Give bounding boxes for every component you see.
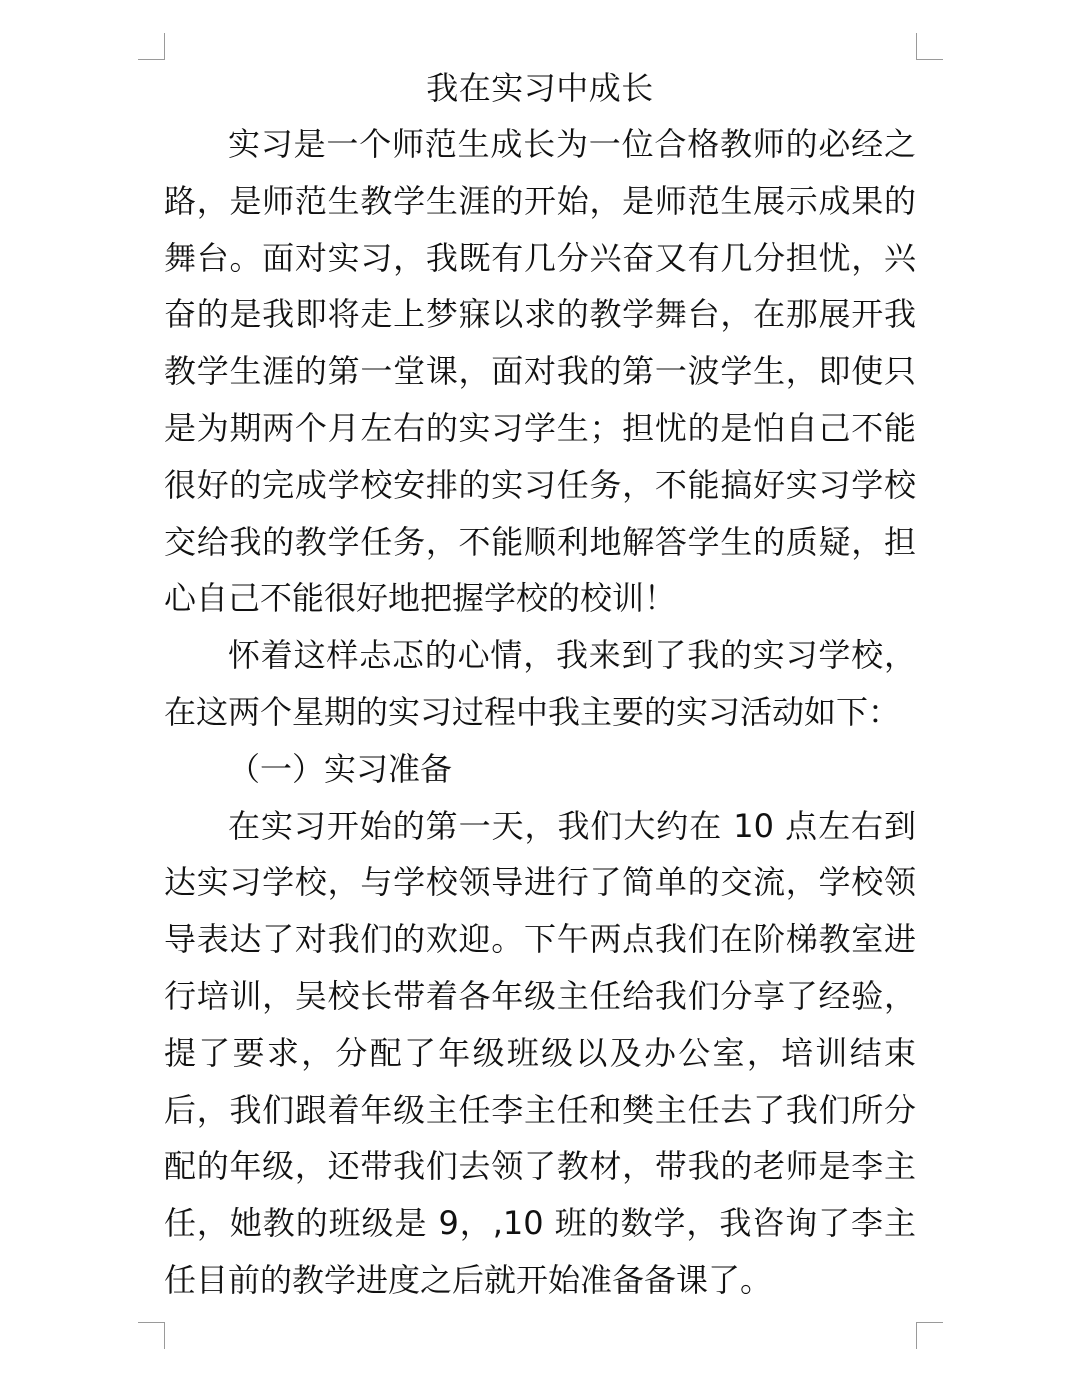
crop-mark-top-left [138, 33, 165, 60]
paragraph-intro: 实习是一个师范生成长为一位合格教师的必经之路，是师范生教学生涯的开始，是师范生展示成果的舞台。面对实习，我既有几分兴奋又有几分担忧，兴奋的是我即将走上梦寐以求的教学舞台，在那展开我教学生涯的第一堂课，面对我的第一波学生，即使只是为期两个月左右的实习学生；担忧的是怕自己不能很好的完成学校安排的实习任务，不能搞好实习学校交给我的教学任务，不能顺利地解答学生的质疑，担心自己不能很好地把握学校的校训！ [164, 125, 916, 618]
section-heading: （一）实习准备 [228, 749, 453, 788]
document-body [164, 60, 916, 1309]
crop-mark-bottom-left [138, 1322, 165, 1349]
paragraph-preparation: 在实习开始的第一天，我们大约在 10 点左右到达实习学校，与学校领导进行了简单的交流，学校领导表达了对我们的欢迎。下午两点我们在阶梯教室进行培训，吴校长带着各年级主任给我们分享了经验，提了要求，分配了年级班级以及办公室，培训结束后，我们跟着年级主任李主任和樊主任去了我们所分配的年级，还带我们去领了教材，带我的老师是李主任，她教的班级是 9，,10 班的数学，我咨询了李主任目前的教学进度之后就开始准备备课了。 [164, 806, 916, 1299]
crop-mark-bottom-right [916, 1322, 943, 1349]
paragraph-activities-intro: 怀着这样忐忑的心情，我来到了我的实习学校，在这两个星期的实习过程中我主要的实习活动如下： [164, 636, 916, 731]
document-title: 我在实习中成长 [426, 69, 654, 107]
crop-mark-top-right [916, 33, 943, 60]
